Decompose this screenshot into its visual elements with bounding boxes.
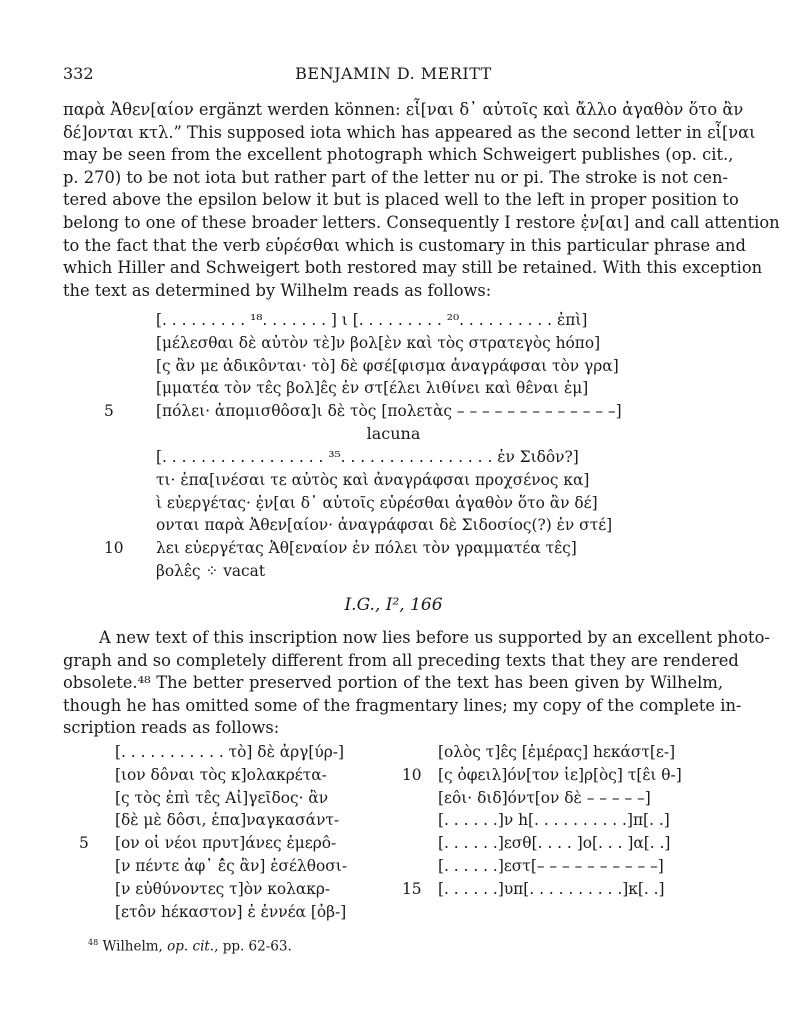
inscription-line xyxy=(402,878,732,901)
line-text: [. . . . . . . . . . . . . . . . . ³⁵. . . . . . . . . . . . . . . . ἐν Σιδôν?] xyxy=(156,448,579,466)
paragraph-line: obsolete.⁴⁸ The better preserved portion of the text has been given by Wilhelm, xyxy=(63,673,723,693)
inscription-line xyxy=(118,469,638,492)
line-text: [ον οἱ νέοι πρυτ]άνες ἐμερô- xyxy=(115,834,337,853)
line-text: [. . . . . .]υπ[. . . . . . . . . .]κ[. .] xyxy=(438,879,665,898)
inscription-line xyxy=(79,901,379,924)
section-title: I.G., I², 166 xyxy=(344,595,443,615)
line-number: 15 xyxy=(402,879,422,898)
line-text: [. . . . . . . . . ¹⁸. . . . . . . ] ι [. . . . . . . . . ²⁰. . . . . . . . . . ἐπὶ] xyxy=(156,311,588,329)
line-number: 5 xyxy=(104,402,114,421)
inscription-line xyxy=(104,400,638,423)
paragraph-line: to the fact that the verb εὑρέσθαι which is customary in this particular phrase and xyxy=(63,235,746,255)
paragraph-line: p. 270) to be not iota but rather part of the letter nu or pi. The stroke is not cen- xyxy=(63,167,728,187)
line-text: [ετôν hέκαστον] ἐ ἐννέα [ὀβ-] xyxy=(115,902,347,921)
page-header xyxy=(63,64,724,86)
inscription-line xyxy=(79,855,379,878)
inscription-line xyxy=(118,514,638,537)
footnote-ref: op. cit. xyxy=(167,938,215,955)
inscription-line xyxy=(79,764,379,787)
running-head: BENJAMIN D. MERITT xyxy=(295,64,492,83)
inscription-text-2 xyxy=(104,446,638,583)
paragraph-line: the text as determined by Wilhelm reads as follows: xyxy=(63,280,492,300)
inscription-line xyxy=(104,537,638,560)
inscription-line xyxy=(402,809,732,832)
paragraph-line: which Hiller and Schweigert both restored may still be retained. With this exception xyxy=(63,258,763,278)
line-text: [ν πέντε ἀφ᾽ ἐ̂ς ἂν] ἐσέλθοσι- xyxy=(115,856,348,875)
intro-paragraph xyxy=(63,99,780,302)
line-text: [μέλεσθαι δὲ αὐτὸν τὲ]ν βολ[ὲν καὶ τὸς στρατεγὸς hόπο] xyxy=(156,333,601,352)
line-text: [δὲ μὲ δôσι, ἐπα]ναγκασάντ- xyxy=(115,811,340,830)
inscription-line xyxy=(79,787,379,810)
line-text: βολε̂ς ⁘ vacat xyxy=(156,561,266,580)
line-text: τι· ἐπα[ινέσαι τε αὐτὸς καὶ ἀναγράφσαι προχσένος κα] xyxy=(156,470,590,489)
footnote-marker: 48 xyxy=(88,938,99,947)
inscription-line xyxy=(402,764,732,787)
line-text: [. . . . . . . . . . . τὸ] δὲ ἀργ[ύρ-] xyxy=(115,743,344,761)
lacuna-label: lacuna xyxy=(366,424,421,443)
line-text: [ολὸς τ]ε̂ς [ἐμέρας] hεκάστ[ε-] xyxy=(438,743,676,761)
inscription-line xyxy=(79,878,379,901)
line-text: λει εὐεργέτας Ἀθ[εναίον ἐν πόλει τὸν γραμματέα τε̂ς] xyxy=(156,539,577,558)
line-text: [. . . . . .]εστ[– – – – – – – – – –] xyxy=(438,856,664,875)
inscription-line xyxy=(118,309,638,332)
line-text: [ιον δôναι τὸς κ]ολακρέτα- xyxy=(115,765,327,784)
inscription-line xyxy=(79,832,379,855)
line-text: [πόλει· ἀπομισθôσα]ι δὲ τὸς [πολετὰς – – – – – – – – – – – – –] xyxy=(156,402,622,421)
paragraph-line: belong to one of these broader letters. Consequently I restore ἐ̣ν[αι] and call attention xyxy=(63,212,780,232)
paragraph-line: though he has omitted some of the fragmentary lines; my copy of the complete in- xyxy=(63,695,742,715)
line-number: 10 xyxy=(402,765,422,784)
line-text: [. . . . . .]ν h[. . . . . . . . . .]π[. .] xyxy=(438,811,670,830)
line-text: [μματέα τὸν τε̂ς βολ]ε̂ς ἐν στ[έλει λιθίνει καὶ θε̂ναι ἐμ] xyxy=(156,379,589,398)
paragraph-line: graph and so completely different from all preceding texts that they are rendered xyxy=(63,650,739,670)
inscription-line xyxy=(118,446,638,469)
inscription-line xyxy=(118,332,638,355)
inscription-line xyxy=(402,855,732,878)
inscription-left-column xyxy=(79,741,379,923)
inscription-line xyxy=(79,809,379,832)
paragraph-line: may be seen from the excellent photograph which Schweigert publishes (op. cit., xyxy=(63,145,734,165)
footnote-author: Wilhelm, xyxy=(102,938,163,955)
line-text: [. . . . . .]εσθ[. . . . ]ο[. . . ]α[. .] xyxy=(438,834,671,853)
line-text: [ς ἂν με ἀδικôνται· τὸ] δὲ φσέ[φισμα ἀναγράφσαι τὸν γρα] xyxy=(156,356,619,375)
second-paragraph xyxy=(63,627,770,740)
inscription-line xyxy=(402,787,732,810)
footnote-pages: , pp. 62-63. xyxy=(214,938,292,955)
inscription-line xyxy=(402,832,732,855)
line-number: 5 xyxy=(79,834,89,853)
line-text: [ν εὐθύνοντες τ]ὸν κολακρ- xyxy=(115,879,331,898)
line-text: ὶ εὐεργέτας· ἐ̣ν[αι δ᾽ αὐτοῖς εὑρέσθαι ἀγαθὸν ὅτο ἂν δέ] xyxy=(156,493,598,512)
line-text: [εôι· διδ]όντ[ον δὲ – – – – –] xyxy=(438,788,651,807)
inscription-line xyxy=(118,355,638,378)
line-number: 10 xyxy=(104,539,124,558)
inscription-line xyxy=(118,560,638,583)
inscription-right-column xyxy=(402,741,732,901)
paragraph-line: παρὰ Ἀθεν[αίον ergänzt werden können: εἶ[ναι δ᾽ αὐτοῖς καὶ ἄλλο ἀγαθὸν ὅτο ἂν xyxy=(63,100,744,119)
line-text: [ς ὀφειλ]όν[τον ἱε]ρ[ὸς] τ[ε̂ι θ-] xyxy=(438,765,682,784)
paragraph-line: scription reads as follows: xyxy=(63,718,280,738)
line-text: ονται παρὰ Ἀθεν[αίον· ἀναγράφσαι δὲ Σιδοσίος(?) ἐν στέ] xyxy=(156,516,613,535)
inscription-text-1 xyxy=(104,309,638,423)
paragraph-line: δέ]ονται κτλ.” This supposed iota which has appeared as the second letter in εἶ[ναι xyxy=(63,122,756,142)
inscription-line xyxy=(79,741,379,764)
inscription-line xyxy=(402,741,732,764)
inscription-line xyxy=(118,492,638,515)
inscription-line xyxy=(118,377,638,400)
line-text: [ς τὸς ἐπὶ τε̂ς Αἰ]γεῖδος· ἂν xyxy=(115,788,329,807)
paragraph-line: tered above the epsilon below it but is placed well to the left in proper position to xyxy=(63,190,739,210)
paragraph-line: A new text of this inscription now lies before us supported by an excellent photo- xyxy=(99,628,770,647)
footnote xyxy=(88,938,292,955)
page-number: 332 xyxy=(63,64,94,83)
